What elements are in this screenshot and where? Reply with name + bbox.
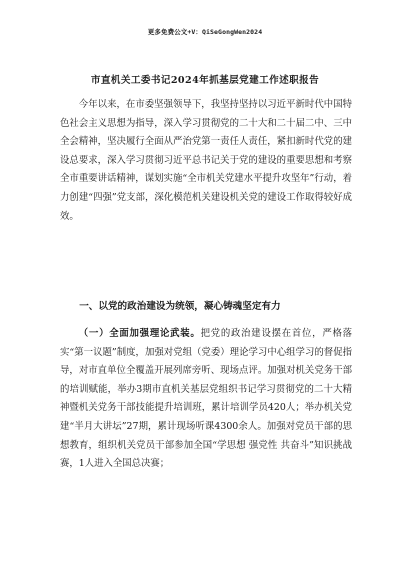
- subsection-text: 把党的政治建设摆在首位，严格落实“第一议题”制度，加强对党组（党委）理论学习中心组学习的督促指导，对市直单位全覆盖开展列席旁听、现场点评。加强对机关党务干部的培训赋能，举办3期市直机关基层党组织书记学习贯彻党的二十大精神暨机关党务干部技能提升培训班，累计培训学员420人；举办机关党建“半月大讲坛”27期，累计现场听课4300余人。加强对党员干部的思想教育，组织机关党员干部参加全国“学思想 强党性 共奋斗”知识挑战赛，1人进入全国总决赛；: [60, 328, 352, 470]
- subsection-block: [60, 325, 352, 474]
- document-title: 市直机关工委书记2024年抓基层党建工作述职报告: [90, 75, 320, 86]
- intro-paragraph: 今年以来，在市委坚强领导下，我坚持坚持以习近平新时代中国特色社会主义思想为指导，深入学习贯彻党的二十大和二十届二中、三中全会精神，坚决履行全面从严治党第一责任人责任，紧扣新时代党的建设总要求，深入学习贯彻习近平总书记关于党的建设的重要思想和考察全市重要讲话精神，谋划实施“全市机关党建水平提升攻坚年”行动，着力创建“四强”党支部，深化模范机关建设机关党的建设工作取得较好成效。: [60, 99, 352, 222]
- subsection-paragraph: [60, 325, 352, 474]
- section-heading: 一、以党的政治建设为统领，凝心铸魂坚定有力: [79, 301, 281, 312]
- header-note: 更多免费公文+V：QiSeGongWen2024: [147, 28, 263, 36]
- intro-section: [60, 96, 352, 226]
- subsection-label: （一）全面加强理论武装。: [78, 328, 201, 339]
